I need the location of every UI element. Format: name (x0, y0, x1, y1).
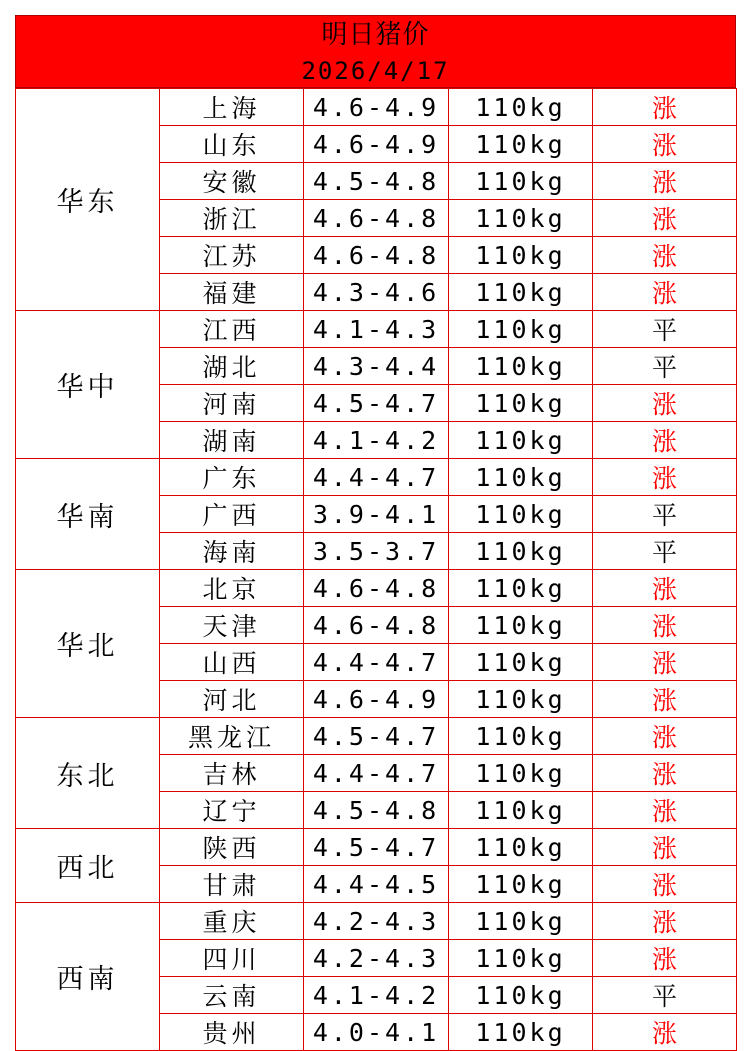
trend-indicator: 涨 (593, 570, 737, 607)
province-name: 河南 (160, 385, 304, 422)
price-range: 4.1-4.2 (304, 977, 449, 1014)
weight-value: 110kg (449, 163, 593, 200)
province-name: 四川 (160, 940, 304, 977)
price-table-body (16, 89, 737, 1051)
weight-value: 110kg (449, 644, 593, 681)
trend-indicator: 涨 (593, 755, 737, 792)
province-name: 陕西 (160, 829, 304, 866)
province-name: 北京 (160, 570, 304, 607)
trend-indicator: 涨 (593, 940, 737, 977)
province-name: 河北 (160, 681, 304, 718)
weight-value: 110kg (449, 977, 593, 1014)
weight-value: 110kg (449, 718, 593, 755)
price-range: 4.6-4.9 (304, 126, 449, 163)
price-range: 4.6-4.8 (304, 607, 449, 644)
province-name: 湖南 (160, 422, 304, 459)
province-name: 湖北 (160, 348, 304, 385)
weight-value: 110kg (449, 496, 593, 533)
weight-value: 110kg (449, 792, 593, 829)
price-range: 4.3-4.6 (304, 274, 449, 311)
region-name: 西南 (16, 903, 160, 1051)
trend-indicator: 涨 (593, 1014, 737, 1051)
trend-indicator: 涨 (593, 459, 737, 496)
weight-value: 110kg (449, 866, 593, 903)
trend-indicator: 涨 (593, 422, 737, 459)
trend-indicator: 涨 (593, 607, 737, 644)
province-name: 重庆 (160, 903, 304, 940)
weight-value: 110kg (449, 274, 593, 311)
weight-value: 110kg (449, 311, 593, 348)
province-name: 江西 (160, 311, 304, 348)
province-name: 山东 (160, 126, 304, 163)
weight-value: 110kg (449, 459, 593, 496)
price-range: 4.1-4.3 (304, 311, 449, 348)
sheet-title: 明日猪价 (321, 20, 430, 50)
trend-indicator: 涨 (593, 200, 737, 237)
sheet-date: 2026/4/17 (301, 57, 450, 85)
price-range: 4.2-4.3 (304, 903, 449, 940)
weight-value: 110kg (449, 940, 593, 977)
region-name: 华中 (16, 311, 160, 459)
province-name: 黑龙江 (160, 718, 304, 755)
province-name: 甘肃 (160, 866, 304, 903)
weight-value: 110kg (449, 422, 593, 459)
trend-indicator: 平 (593, 533, 737, 570)
price-range: 4.6-4.9 (304, 681, 449, 718)
price-range: 4.3-4.4 (304, 348, 449, 385)
weight-value: 110kg (449, 385, 593, 422)
trend-indicator: 涨 (593, 274, 737, 311)
price-range: 3.5-3.7 (304, 533, 449, 570)
province-name: 山西 (160, 644, 304, 681)
table-row (16, 89, 737, 126)
province-name: 吉林 (160, 755, 304, 792)
trend-indicator: 涨 (593, 829, 737, 866)
trend-indicator: 涨 (593, 903, 737, 940)
province-name: 广东 (160, 459, 304, 496)
province-name: 江苏 (160, 237, 304, 274)
trend-indicator: 平 (593, 977, 737, 1014)
table-row (16, 311, 737, 348)
weight-value: 110kg (449, 237, 593, 274)
price-range: 4.5-4.8 (304, 792, 449, 829)
trend-indicator: 涨 (593, 681, 737, 718)
province-name: 云南 (160, 977, 304, 1014)
trend-indicator: 涨 (593, 237, 737, 274)
region-name: 华东 (16, 89, 160, 311)
trend-indicator: 涨 (593, 792, 737, 829)
table-row (16, 570, 737, 607)
weight-value: 110kg (449, 89, 593, 126)
weight-value: 110kg (449, 1014, 593, 1051)
trend-indicator: 平 (593, 496, 737, 533)
weight-value: 110kg (449, 533, 593, 570)
province-name: 贵州 (160, 1014, 304, 1051)
table-row (16, 829, 737, 866)
province-name: 福建 (160, 274, 304, 311)
trend-indicator: 平 (593, 311, 737, 348)
price-table (15, 88, 737, 1051)
price-range: 4.5-4.7 (304, 829, 449, 866)
weight-value: 110kg (449, 903, 593, 940)
region-name: 东北 (16, 718, 160, 829)
price-range: 4.6-4.8 (304, 200, 449, 237)
price-range: 4.4-4.7 (304, 459, 449, 496)
trend-indicator: 平 (593, 348, 737, 385)
table-row (16, 903, 737, 940)
province-name: 上海 (160, 89, 304, 126)
province-name: 安徽 (160, 163, 304, 200)
trend-indicator: 涨 (593, 718, 737, 755)
price-range: 3.9-4.1 (304, 496, 449, 533)
province-name: 海南 (160, 533, 304, 570)
price-range: 4.4-4.7 (304, 644, 449, 681)
trend-indicator: 涨 (593, 163, 737, 200)
price-range: 4.4-4.5 (304, 866, 449, 903)
price-range: 4.6-4.9 (304, 89, 449, 126)
region-name: 华北 (16, 570, 160, 718)
price-range: 4.4-4.7 (304, 755, 449, 792)
price-range: 4.6-4.8 (304, 570, 449, 607)
trend-indicator: 涨 (593, 644, 737, 681)
table-row (16, 718, 737, 755)
trend-indicator: 涨 (593, 866, 737, 903)
province-name: 天津 (160, 607, 304, 644)
province-name: 广西 (160, 496, 304, 533)
weight-value: 110kg (449, 607, 593, 644)
region-name: 华南 (16, 459, 160, 570)
price-range: 4.6-4.8 (304, 237, 449, 274)
weight-value: 110kg (449, 348, 593, 385)
region-name: 西北 (16, 829, 160, 903)
price-range: 4.1-4.2 (304, 422, 449, 459)
weight-value: 110kg (449, 126, 593, 163)
weight-value: 110kg (449, 570, 593, 607)
province-name: 辽宁 (160, 792, 304, 829)
weight-value: 110kg (449, 829, 593, 866)
price-range: 4.5-4.7 (304, 385, 449, 422)
weight-value: 110kg (449, 200, 593, 237)
province-name: 浙江 (160, 200, 304, 237)
price-range: 4.5-4.7 (304, 718, 449, 755)
weight-value: 110kg (449, 681, 593, 718)
price-sheet (15, 15, 736, 1048)
price-range: 4.2-4.3 (304, 940, 449, 977)
trend-indicator: 涨 (593, 126, 737, 163)
price-range: 4.0-4.1 (304, 1014, 449, 1051)
sheet-header (15, 15, 736, 88)
trend-indicator: 涨 (593, 385, 737, 422)
price-range: 4.5-4.8 (304, 163, 449, 200)
weight-value: 110kg (449, 755, 593, 792)
table-row (16, 459, 737, 496)
trend-indicator: 涨 (593, 89, 737, 126)
